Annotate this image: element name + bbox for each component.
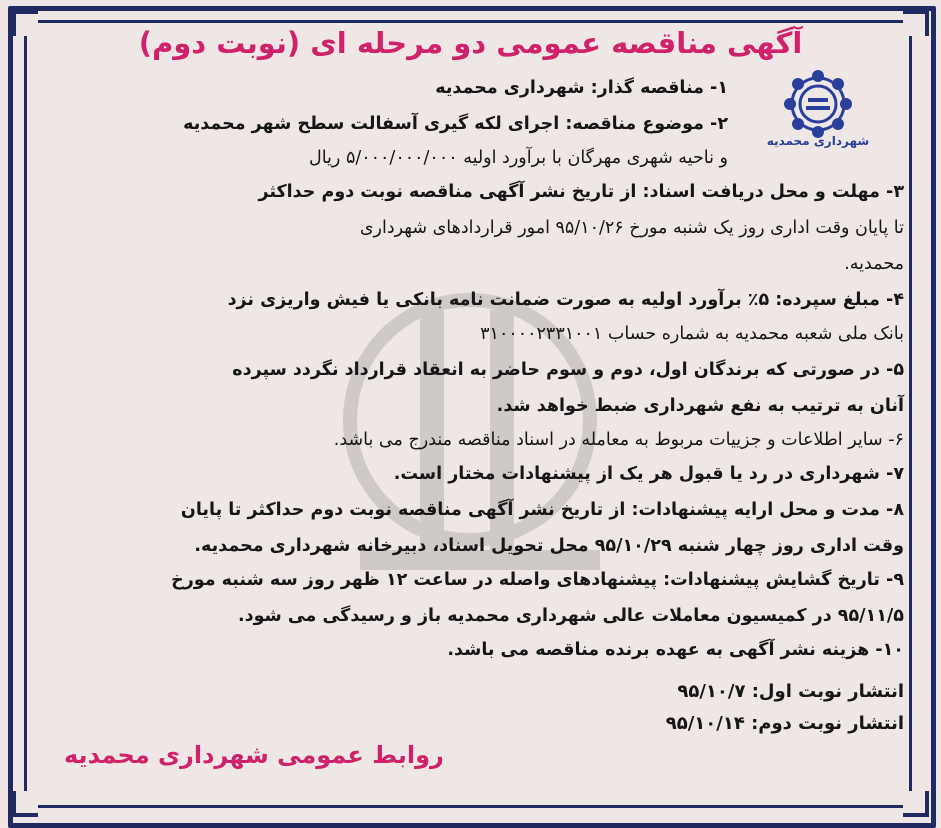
notice-line-9: ۵- در صورتی که برندگان اول، دوم و سوم حاضر به انعقاد قرارداد نگردد سپرده [232,360,904,380]
notice-line-12: ۷- شهرداری در رد یا قبول هر یک از پیشنهادات مختار است. [393,464,904,484]
notice-line-6: محمدیه. [844,254,904,274]
notice-title: آگهی مناقصه عمومی دو مرحله ای (نوبت دوم) [138,26,803,60]
notice-line-3: و ناحیه شهری مهرگان با برآورد اولیه ۵/۰۰۰/۰۰۰/۰۰۰ ریال [309,148,728,168]
notice-line-13: ۸- مدت و محل ارایه پیشنهادات: از تاریخ نشر آگهی مناقصه نوبت دوم حداکثر تا پایان [180,500,904,520]
notice-line-5: تا پایان وقت اداری روز یک شنبه مورخ ۹۵/۱۰/۲۶ امور قراردادهای شهرداری [359,218,904,238]
corner-ornament [12,791,38,817]
notice-line-2: ۲- موضوع مناقصه: اجرای لکه گیری آسفالت سطح شهر محمدیه [183,114,728,134]
publication-second: انتشار نوبت دوم: ۹۵/۱۰/۱۴ [665,713,904,734]
notice-line-4: ۳- مهلت و محل دریافت اسناد: از تاریخ نشر آگهی مناقصه نوبت دوم حداکثر [258,182,904,202]
notice-line-17: ۱۰- هزینه نشر آگهی به عهده برنده مناقصه می باشد. [447,640,904,660]
notice-line-7: ۴- مبلغ سپرده: ۵٪ برآورد اولیه به صورت ضمانت نامه بانکی یا فیش واریزی نزد [227,290,904,310]
notice-line-11: ۶- سایر اطلاعات و جزییات مربوط به معامله در اسناد مناقصه مندرج می باشد. [333,430,904,450]
corner-ornament [903,791,929,817]
notice-line-8: بانک ملی شعبه محمدیه به شماره حساب ۳۱۰۰۰۰۲۳۳۱۰۰۱ [480,324,904,344]
public-relations-signature: روابط عمومی شهرداری محمدیه [64,741,444,769]
notice-line-14: وقت اداری روز چهار شنبه ۹۵/۱۰/۲۹ محل تحویل اسناد، دبیرخانه شهرداری محمدیه. [194,536,904,556]
notice-line-10: آنان به ترتیب به نفع شهرداری ضبط خواهد شد. [496,396,904,416]
notice-line-15: ۹- تاریخ گشایش پیشنهادات: پیشنهادهای واصله در ساعت ۱۲ ظهر روز سه شنبه مورخ [171,570,904,590]
notice-line-16: ۹۵/۱۱/۵ در کمیسیون معاملات عالی شهرداری محمدیه باز و رسیدگی می شود. [237,606,904,626]
logo-caption: شهرداری محمدیه [766,134,870,148]
notice-line-1: ۱- مناقصه گذار: شهرداری محمدیه [435,78,728,98]
publication-first: انتشار نوبت اول: ۹۵/۱۰/۷ [677,681,904,702]
